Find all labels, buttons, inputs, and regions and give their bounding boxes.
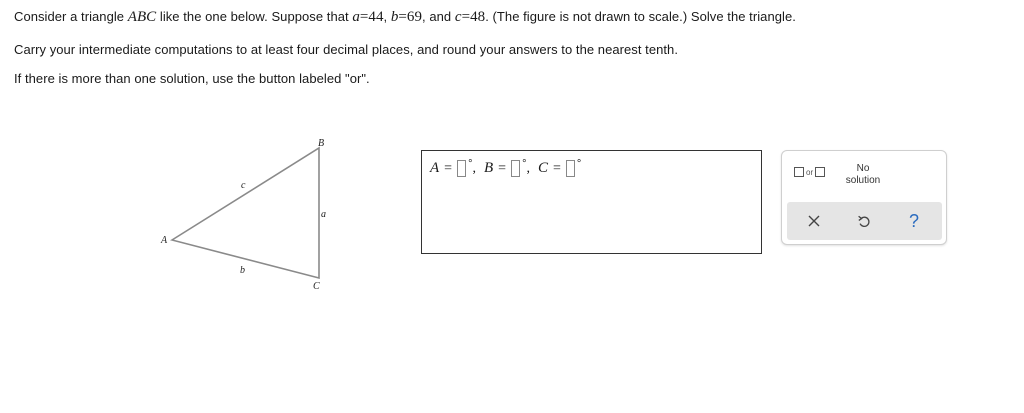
equals-sign: = [498, 160, 507, 176]
comma: , [472, 160, 476, 176]
degree-symbol: ° [576, 157, 582, 170]
var-b: b [390, 9, 399, 25]
statement-text: . (The figure is not drawn to scale.) Solve the triangle. [485, 9, 796, 24]
help-button[interactable] [894, 202, 934, 240]
vertex-label-a: A [161, 235, 168, 246]
multiple-solution-instruction: If there is more than one solution, use the button labeled "or". [14, 71, 370, 86]
degree-symbol: ° [468, 157, 473, 170]
angle-c-input[interactable] [566, 160, 575, 177]
side-label-b: b [240, 265, 245, 276]
or-button[interactable] [794, 167, 825, 177]
triangle-figure [150, 130, 350, 295]
problem-statement [14, 9, 796, 26]
or-box-right [815, 167, 825, 177]
comma: , [526, 160, 530, 176]
value-c: =48 [461, 9, 486, 25]
or-label: or [806, 167, 814, 177]
or-box-left [794, 167, 804, 177]
separator: , and [422, 9, 455, 24]
value-b: =69 [398, 9, 423, 25]
angle-a-input[interactable] [457, 160, 466, 177]
side-label-c: c [241, 180, 246, 191]
vertex-label-b: B [318, 138, 325, 149]
answer-var-a: A [430, 160, 440, 176]
var-a: a [352, 9, 360, 25]
precision-instruction: Carry your intermediate computations to at least four decimal places, and round your answers to the nearest tenth. [14, 42, 678, 57]
answer-tools-panel [781, 150, 947, 245]
undo-icon [857, 214, 871, 228]
triangle-name: ABC [127, 9, 157, 25]
answer-var-c: C [537, 160, 548, 176]
var-c: c [454, 9, 462, 25]
answer-var-b: B [483, 160, 494, 176]
side-label-a: a [321, 209, 326, 220]
angle-b-input[interactable] [511, 160, 520, 177]
vertex-label-c: C [313, 281, 320, 292]
no-solution-label-line2: solution [845, 175, 881, 186]
statement-text: Consider a triangle [14, 9, 128, 24]
answer-box[interactable] [421, 150, 762, 254]
equals-sign: = [444, 160, 453, 176]
clear-button[interactable] [794, 202, 834, 240]
answer-row [430, 157, 582, 177]
tool-bar [787, 202, 942, 240]
statement-text: like the one below. Suppose that [156, 9, 353, 24]
help-icon: ? [908, 210, 919, 231]
triangle-shape [172, 148, 319, 278]
x-icon [808, 215, 820, 227]
degree-symbol: ° [522, 157, 527, 170]
equals-sign: = [552, 160, 561, 176]
value-a: =44 [359, 9, 384, 25]
separator: , [383, 9, 391, 24]
undo-button[interactable] [844, 202, 884, 240]
no-solution-button[interactable] [838, 163, 888, 187]
no-solution-label-line1: No [856, 163, 870, 174]
